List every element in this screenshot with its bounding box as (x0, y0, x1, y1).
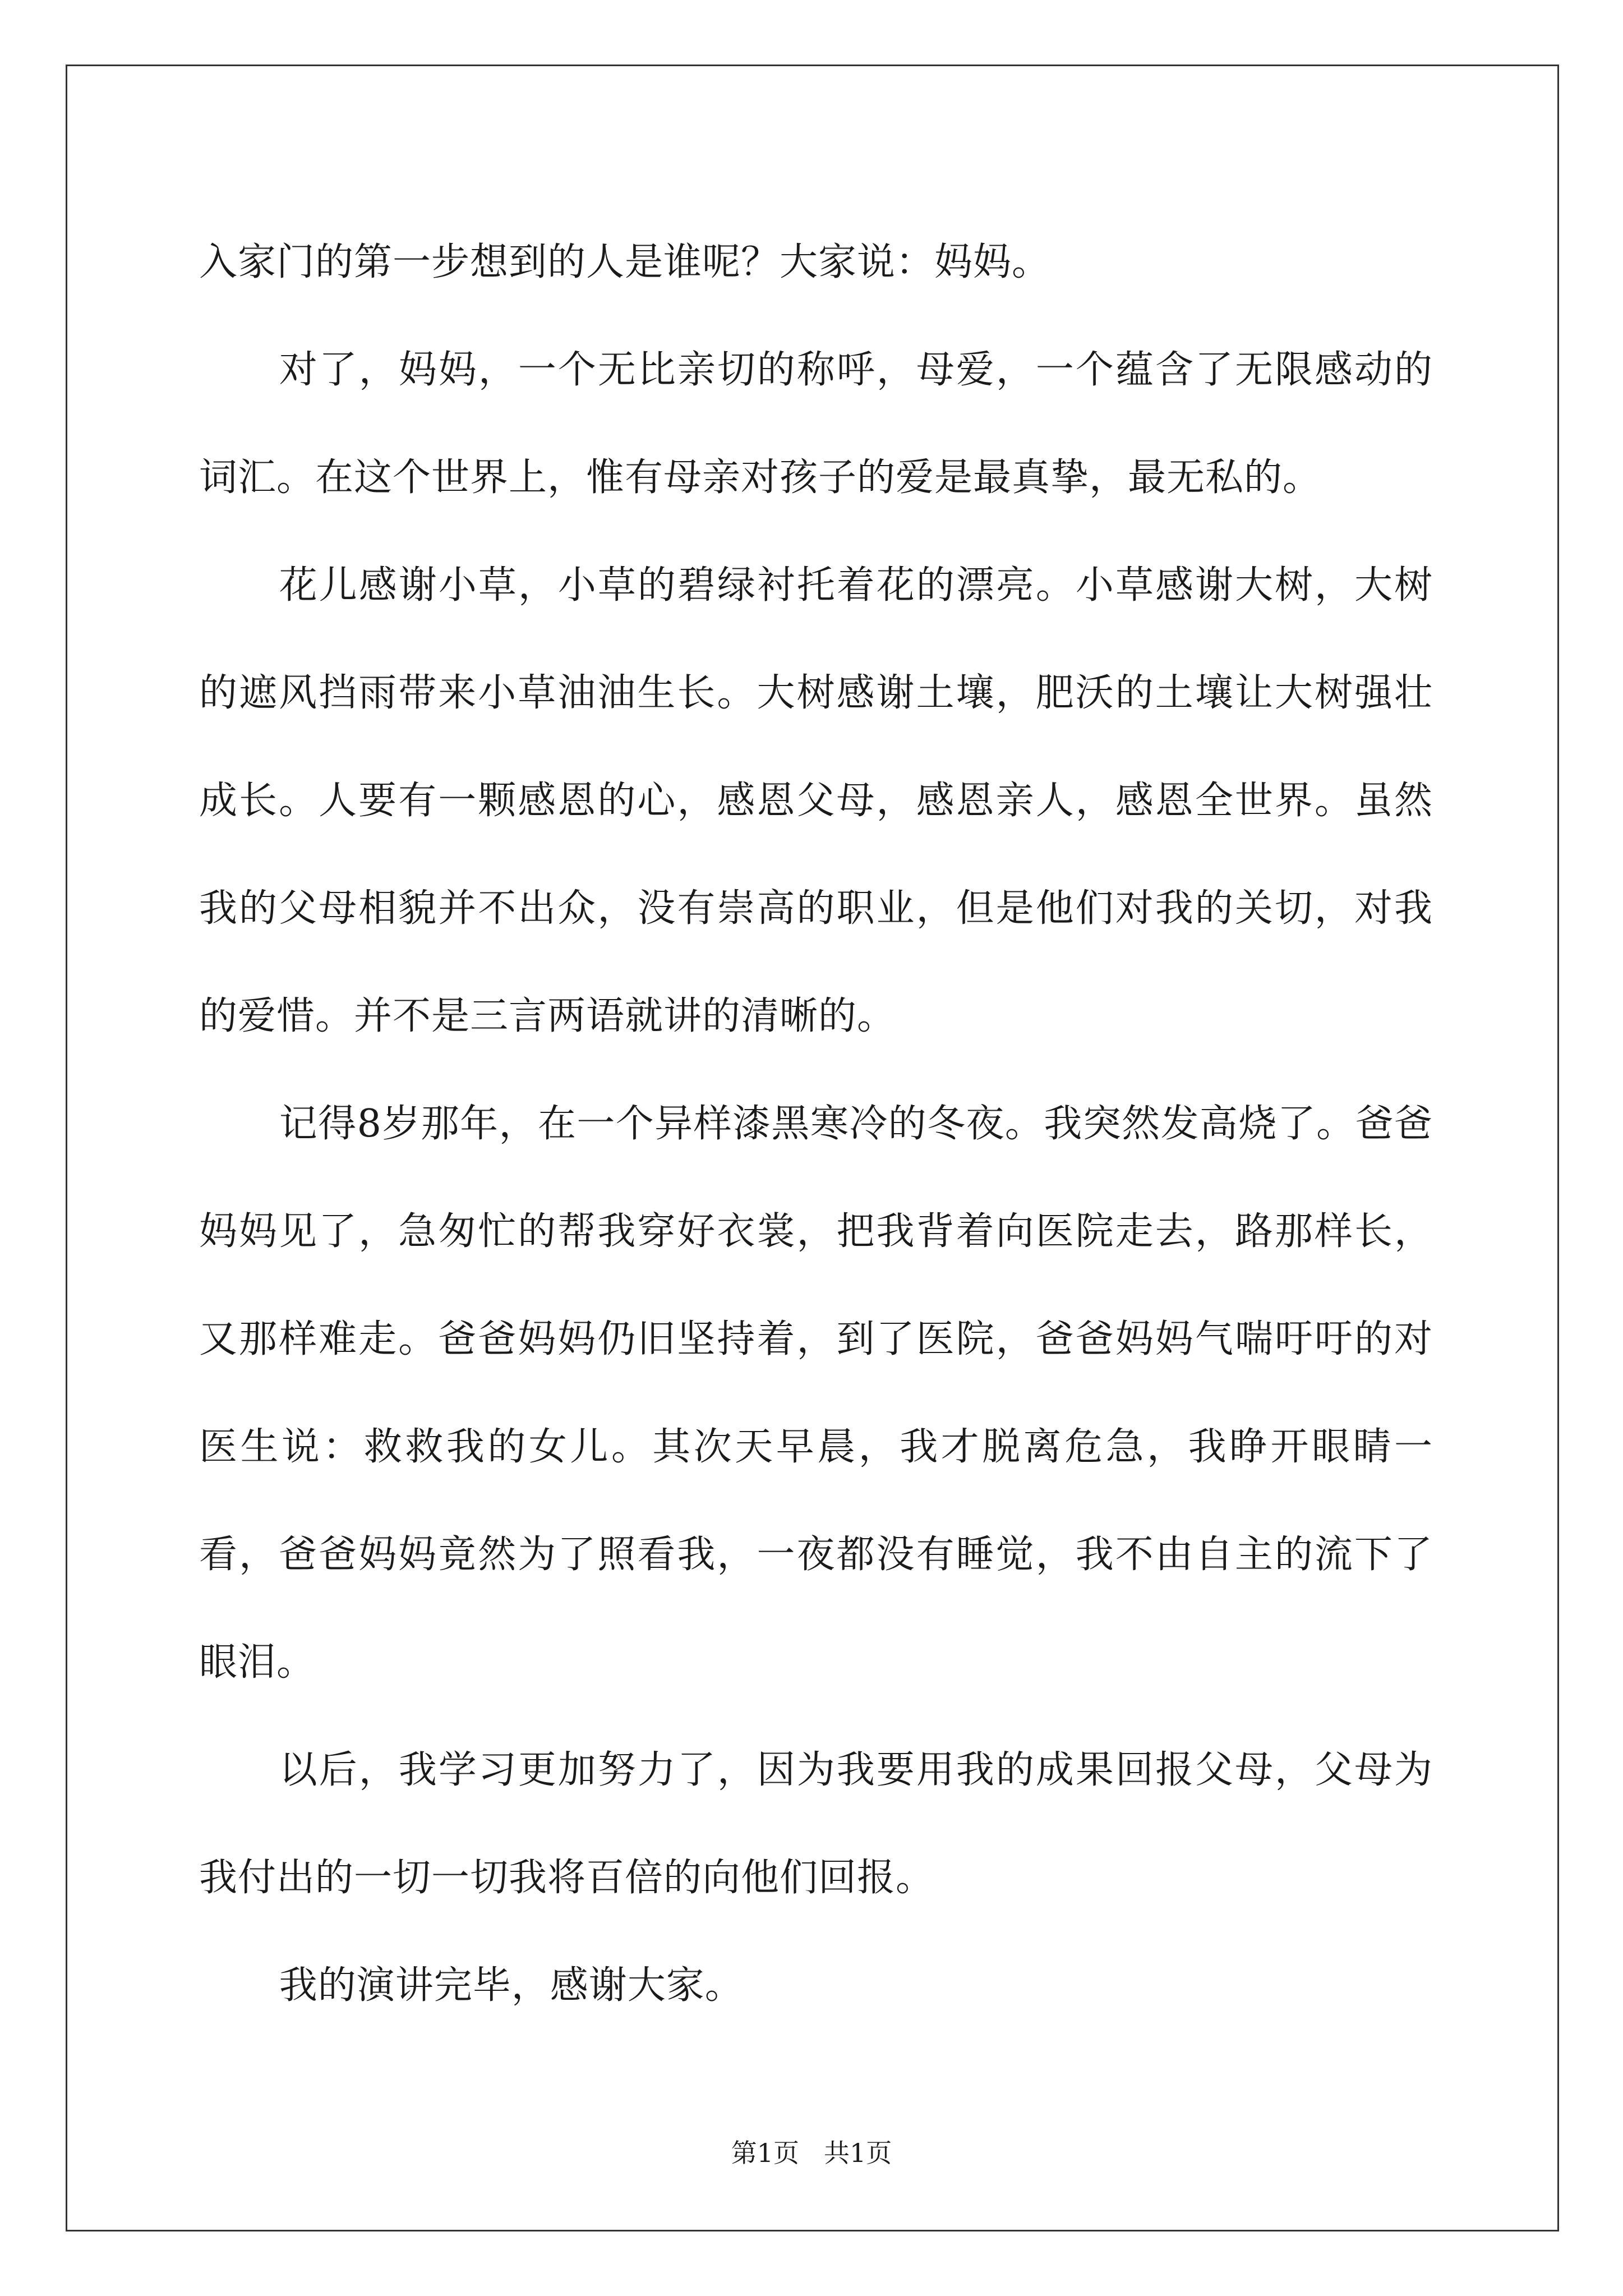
paragraph: 对了，妈妈，一个无比亲切的称呼，母爱，一个蕴含了无限感动的词汇。在这个世界上，惟有母亲对孩子的爱是最真挚，最无私的。 (199, 348, 1433, 500)
paragraph: 花儿感谢小草，小草的碧绿衬托着花的漂亮。小草感谢大树，大树的遮风挡雨带来小草油油生长。大树感谢土壤，肥沃的土壤让大树强壮成长。人要有一颗感恩的心，感恩父母，感恩亲人，感恩全世界。虽然我的父母相貌并不出众，没有崇高的职业，但是他们对我的关切，对我的爱惜。并不是三言两语就讲的清晰的。 (199, 563, 1433, 1038)
paragraph: 以后，我学习更加努力了，因为我要用我的成果回报父母，父母为我付出的一切一切我将百倍的向他们回报。 (199, 1748, 1433, 1900)
page-footer (0, 2136, 1623, 2170)
page-total: 共1页 (824, 2138, 892, 2168)
document-body (199, 209, 1433, 2040)
page-number: 第1页 (731, 2138, 799, 2168)
paragraph: 我的演讲完毕，感谢大家。 (279, 1963, 744, 2008)
paragraph: 记得8岁那年，在一个异样漆黑寒冷的冬夜。我突然发高烧了。爸爸妈妈见了，急匆忙的帮我穿好衣裳，把我背着向医院走去，路那样长，又那样难走。爸爸妈妈仍旧坚持着，到了医院，爸爸妈妈气喘吁吁的对医生说：救救我的女儿。其次天早晨，我才脱离危急，我睁开眼睛一看，爸爸妈妈竟然为了照看我，一夜都没有睡觉，我不由自主的流下了眼泪。 (199, 1102, 1433, 1685)
paragraph: 入家门的第一步想到的人是谁呢？大家说：妈妈。 (199, 240, 1051, 284)
